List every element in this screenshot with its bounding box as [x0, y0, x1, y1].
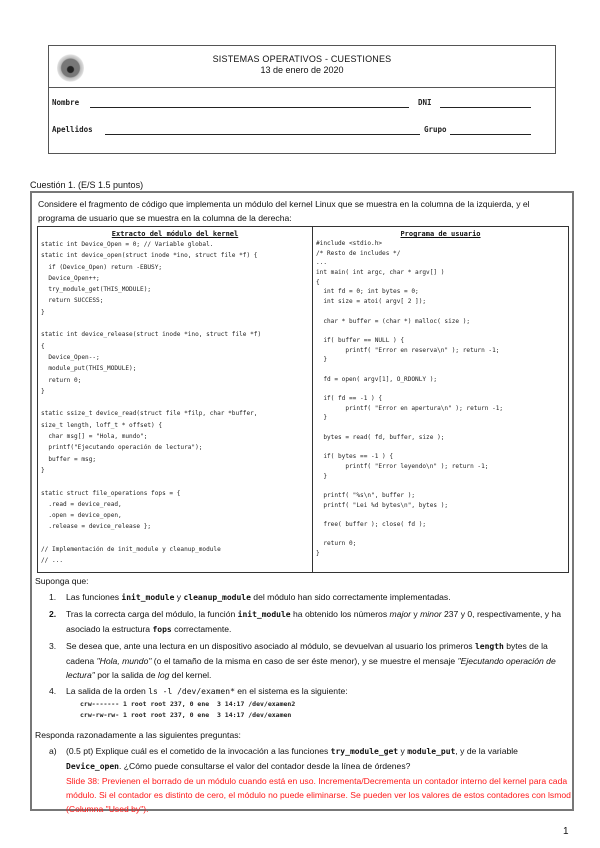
kernel-code-column: [38, 227, 313, 572]
code-line: }: [316, 472, 328, 480]
code-line: // Implementación de init_module y cleanup_module: [41, 546, 221, 554]
assumption-item: 3. Se desea que, ante una lectura en un dispositivo asociado al módulo, se devuelvan al usuario los primeros length bytes de la cadena "Hola, mundo" (o el tamaño de la misma en caso de ser éste menor), y se muestre el mensaje "Ejecutando operación de lectura" por la salida de log del kernel.: [49, 641, 556, 680]
question-intro: Considere el fragmento de código que implementa un módulo del kernel Linux que se muestra en la columna de la izquierda, y el programa de usuario que se muestra en la columna de la derecha:: [38, 199, 530, 223]
code-line: [316, 384, 568, 394]
code-line: static int device_open(struct inode *ino, struct file *f) {: [41, 252, 258, 260]
code-line: printf( "%s\n", buffer );: [316, 491, 416, 499]
code-line: printf( "Error en reserva\n" ); return -1;: [316, 346, 500, 354]
nombre-field[interactable]: [90, 107, 409, 108]
apellidos-label: Apellidos: [52, 125, 93, 134]
code-line: Device_Open++;: [41, 274, 100, 282]
code-line: if( buffer == NULL ) {: [316, 336, 405, 344]
code-line: [41, 397, 312, 408]
assumptions-heading: Suponga que:: [35, 576, 89, 586]
code-line: return 0;: [41, 376, 82, 384]
code-line: ...: [316, 259, 328, 267]
code-line: int size = atoi( argv[ 2 ]);: [316, 298, 427, 306]
answer-text: Slide 38: Previenen el borrado de un módulo cuando está en uso. Incrementa/Decrementa un contador interno del kernel para cada módulo. Si el contador es distinto de cero, el módulo no puede eliminarse. Se pueden ver los valores de estos contadores con lsmod (Columna "Used by").: [66, 776, 571, 814]
exam-date: 13 de enero de 2020: [260, 65, 344, 75]
code-line: printf( "Lei %d bytes\n", bytes );: [316, 501, 449, 509]
code-line: }: [316, 356, 328, 364]
grupo-label: Grupo: [424, 125, 447, 134]
questions-list: [49, 744, 574, 816]
questions-heading: Responda razonadamente a las siguientes preguntas:: [35, 730, 241, 740]
code-line: size_t length, loff_t * offset) {: [41, 421, 163, 429]
code-line: if( bytes == -1 ) {: [316, 453, 394, 461]
code-line: static ssize_t device_read(struct file *filp, char *buffer,: [41, 410, 258, 418]
code-line: printf( "Error en apertura\n" ); return -1;: [316, 404, 504, 412]
user-code-heading: Programa de usuario: [400, 230, 481, 238]
user-code-column: [313, 227, 568, 572]
code-line: return SUCCESS;: [41, 297, 104, 305]
code-line: [316, 481, 568, 491]
code-line: [316, 423, 568, 433]
code-line: try_module_get(THIS_MODULE);: [41, 286, 152, 294]
dni-field[interactable]: [440, 107, 531, 108]
code-line: static struct file_operations fops = {: [41, 489, 181, 497]
code-line: int fd = 0; int bytes = 0;: [316, 288, 419, 296]
code-line: char msg[] = "Hola, mundo";: [41, 433, 148, 441]
code-line: [316, 365, 568, 375]
exam-header: [48, 45, 556, 154]
dni-label: DNI: [418, 98, 432, 107]
assumptions-list: [49, 590, 569, 723]
code-line: if( fd == -1 ) {: [316, 395, 383, 402]
code-line: }: [41, 387, 45, 395]
code-line: static int device_release(struct inode *ino, struct file *f): [41, 331, 262, 339]
exam-title: SISTEMAS OPERATIVOS - CUESTIONES: [212, 54, 392, 64]
code-line: [316, 510, 568, 520]
code-line: .open = device_open,: [41, 512, 122, 520]
code-line: printf("Ejecutando operación de lectura");: [41, 444, 203, 452]
code-line: free( buffer ); close( fd );: [316, 520, 427, 528]
code-line: printf( "Error leyendo\n" ); return -1;: [316, 462, 489, 470]
code-line: }: [316, 550, 320, 557]
code-line: [316, 442, 568, 452]
ls-output-line: crw-rw-rw- 1 root root 237, 0 ene 3 14:17 /dev/examen: [80, 711, 292, 719]
page-number: 1: [563, 826, 569, 837]
code-line: [41, 533, 312, 544]
assumption-item: 2. Tras la correcta carga del módulo, la función init_module ha obtenido los números major y minor 237 y 0, respectivamente, y ha asociado la estructura fops correctamente.: [49, 609, 562, 634]
kernel-code-block: [38, 239, 312, 567]
code-line: fd = open( argv[1], O_RDONLY );: [316, 375, 438, 383]
assumption-item: 1. Las funciones init_module y cleanup_module del módulo han sido correctamente implementadas.: [49, 592, 451, 602]
nombre-label: Nombre: [52, 98, 80, 107]
code-line: }: [41, 308, 45, 316]
kernel-code-heading: Extracto del módulo del kernel: [111, 230, 239, 238]
assumption-item: 4. La salida de la orden ls -l /dev/examen* en el sistema es la siguiente: crw------- 1 root root 237, 0 ene 3 14:17 /dev/examen2 crw-rw-rw- 1 root root 237, 0 ene 3 14:17 /dev/examen: [49, 684, 569, 721]
grupo-field[interactable]: [450, 134, 531, 135]
code-line: .read = device_read,: [41, 500, 122, 508]
question-box: [30, 191, 574, 814]
code-line: [41, 318, 312, 329]
apellidos-field[interactable]: [105, 134, 420, 135]
question-item: a) (0.5 pt) Explique cuál es el cometido de la invocación a las funciones try_module_get y module_put, y de la variable Device_open. ¿Cómo puede consultarse el valor del contador desde la línea de órdenes? Slide 38: Previenen el borrado de un módulo cuando está en uso. Incrementa/Decrementa un contador interno del kernel para cada módulo. Si el contador es distinto de cero, el módulo no puede eliminarse. Se pueden ver los valores de estos contadores con lsmod (Columna "Used by").: [49, 744, 574, 816]
code-line: }: [316, 414, 328, 422]
header-title-area: [49, 46, 555, 88]
code-line: return 0;: [316, 540, 357, 548]
code-line: {: [41, 342, 45, 350]
user-code-block: [313, 239, 568, 559]
code-line: buffer = msg;: [41, 455, 97, 463]
code-line: Device_Open--;: [41, 353, 100, 361]
ls-output-line: crw------- 1 root root 237, 0 ene 3 14:17 /dev/examen2: [80, 700, 296, 708]
code-line: [316, 307, 568, 317]
code-line: int main( int argc, char * argv[] ): [316, 269, 445, 277]
code-line: [41, 476, 312, 487]
code-line: if (Device_Open) return -EBUSY;: [41, 263, 163, 271]
code-line: /* Resto de includes */: [316, 249, 401, 257]
code-line: #include <stdio.h>: [316, 240, 383, 247]
code-line: .release = device_release };: [41, 523, 152, 531]
code-table: [37, 226, 569, 573]
code-line: char * buffer = (char *) malloc( size );: [316, 317, 471, 325]
code-line: module_put(THIS_MODULE);: [41, 365, 137, 373]
code-line: [316, 530, 568, 540]
code-line: {: [316, 278, 320, 286]
code-line: // ...: [41, 557, 64, 565]
code-line: [316, 326, 568, 336]
question-title: Cuestión 1. (E/S 1.5 puntos): [30, 180, 144, 190]
code-line: static int Device_Open = 0; // Variable global.: [41, 241, 214, 248]
code-line: bytes = read( fd, buffer, size );: [316, 433, 445, 441]
code-line: }: [41, 466, 45, 474]
